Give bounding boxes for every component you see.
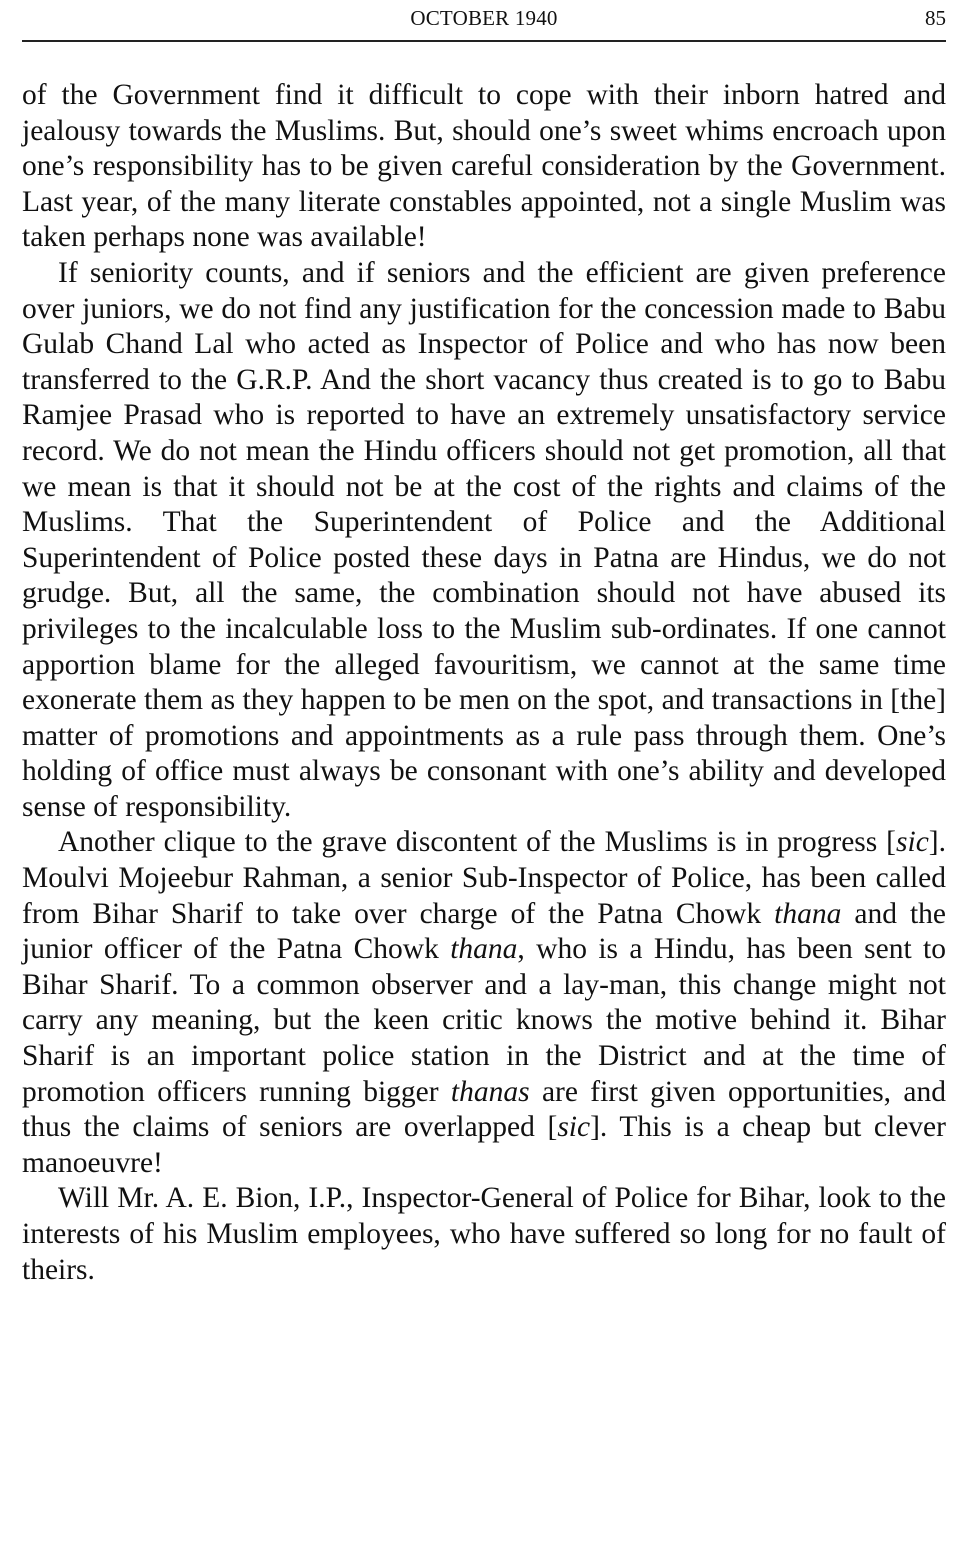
italic-term: sic: [896, 826, 929, 859]
italic-term: thana: [450, 933, 518, 966]
paragraph-text: are first given opportunities, and thus the claims of seniors are overlapped [: [22, 1075, 946, 1144]
italic-term: thana: [774, 897, 842, 930]
paragraph-4: [22, 1181, 946, 1288]
paragraph-text: ]. Moulvi Mojeebur Rahman, a senior Sub-Inspector of Police, has been called from Bihar Sharif to take over charge of the Patna Chowk: [22, 826, 946, 930]
running-header: [22, 0, 946, 42]
paragraph-text: , who is a Hindu, has been sent to Bihar Sharif. To a common observer and a lay-man, this change might not carry any meaning, but the keen critic knows the motive behind it. Bihar Sharif is an important police station in the District and at the time of promotion officers running bigger: [22, 933, 946, 1108]
running-title: OCTOBER 1940: [410, 6, 558, 30]
paragraph-text: and the junior officer of the Patna Chowk: [22, 897, 946, 966]
article-body: [22, 78, 946, 1288]
italic-term: thanas: [450, 1075, 530, 1108]
paragraph-2: [22, 256, 946, 826]
paragraph-text: If seniority counts, and if seniors and the efficient are given preference over juniors, we do not find any justification for the concession made to Babu Gulab Chand Lal who acted as Inspector of Police and who has now been transferred to the G.R.P. And the short vacancy thus created is to go to Babu Ramjee Prasad who is reported to have an extremely unsatisfactory service record. We do not mean the Hindu officers should not get promotion, all that we mean is that it should not be at the cost of the rights and claims of the Muslims. That the Superintendent of Police and the Additional Superintendent of Police posted these days in Patna are Hindus, we do not grudge. But, all the same, the combination should not have abused its privileges to the incalculable loss to the Muslim sub-ordinates. If one cannot apportion blame for the alleged favouritism, we cannot at the same time exonerate them as they happen to be men on the spot, and transactions in [the] matter of promotions and appointments as a rule pass through them. One’s holding of office must always be consonant with one’s ability and developed sense of responsibility.: [22, 256, 946, 823]
paragraph-text: Will Mr. A. E. Bion, I.P., Inspector-General of Police for Bihar, look to the interests of his Muslim employees, who have suffered so long for no fault of theirs.: [22, 1182, 946, 1286]
page-number: 85: [925, 6, 946, 30]
paragraph-text: ]. This is a cheap but clever manoeuvre!: [22, 1111, 946, 1179]
document-page: [22, 0, 946, 1288]
italic-term: sic: [557, 1111, 591, 1144]
paragraph-1: [22, 78, 946, 256]
paragraph-3: [22, 825, 946, 1181]
paragraph-text: Another clique to the grave discontent of the Muslims is in progress [: [58, 826, 897, 859]
paragraph-text: of the Government find it difficult to cope with their inborn hatred and jealousy towards the Muslims. But, should one’s sweet whims encroach upon one’s responsibility has to be given careful consideration by the Government. Last year, of the many literate constables appointed, not a single Muslim was taken perhaps none was available!: [22, 79, 946, 254]
